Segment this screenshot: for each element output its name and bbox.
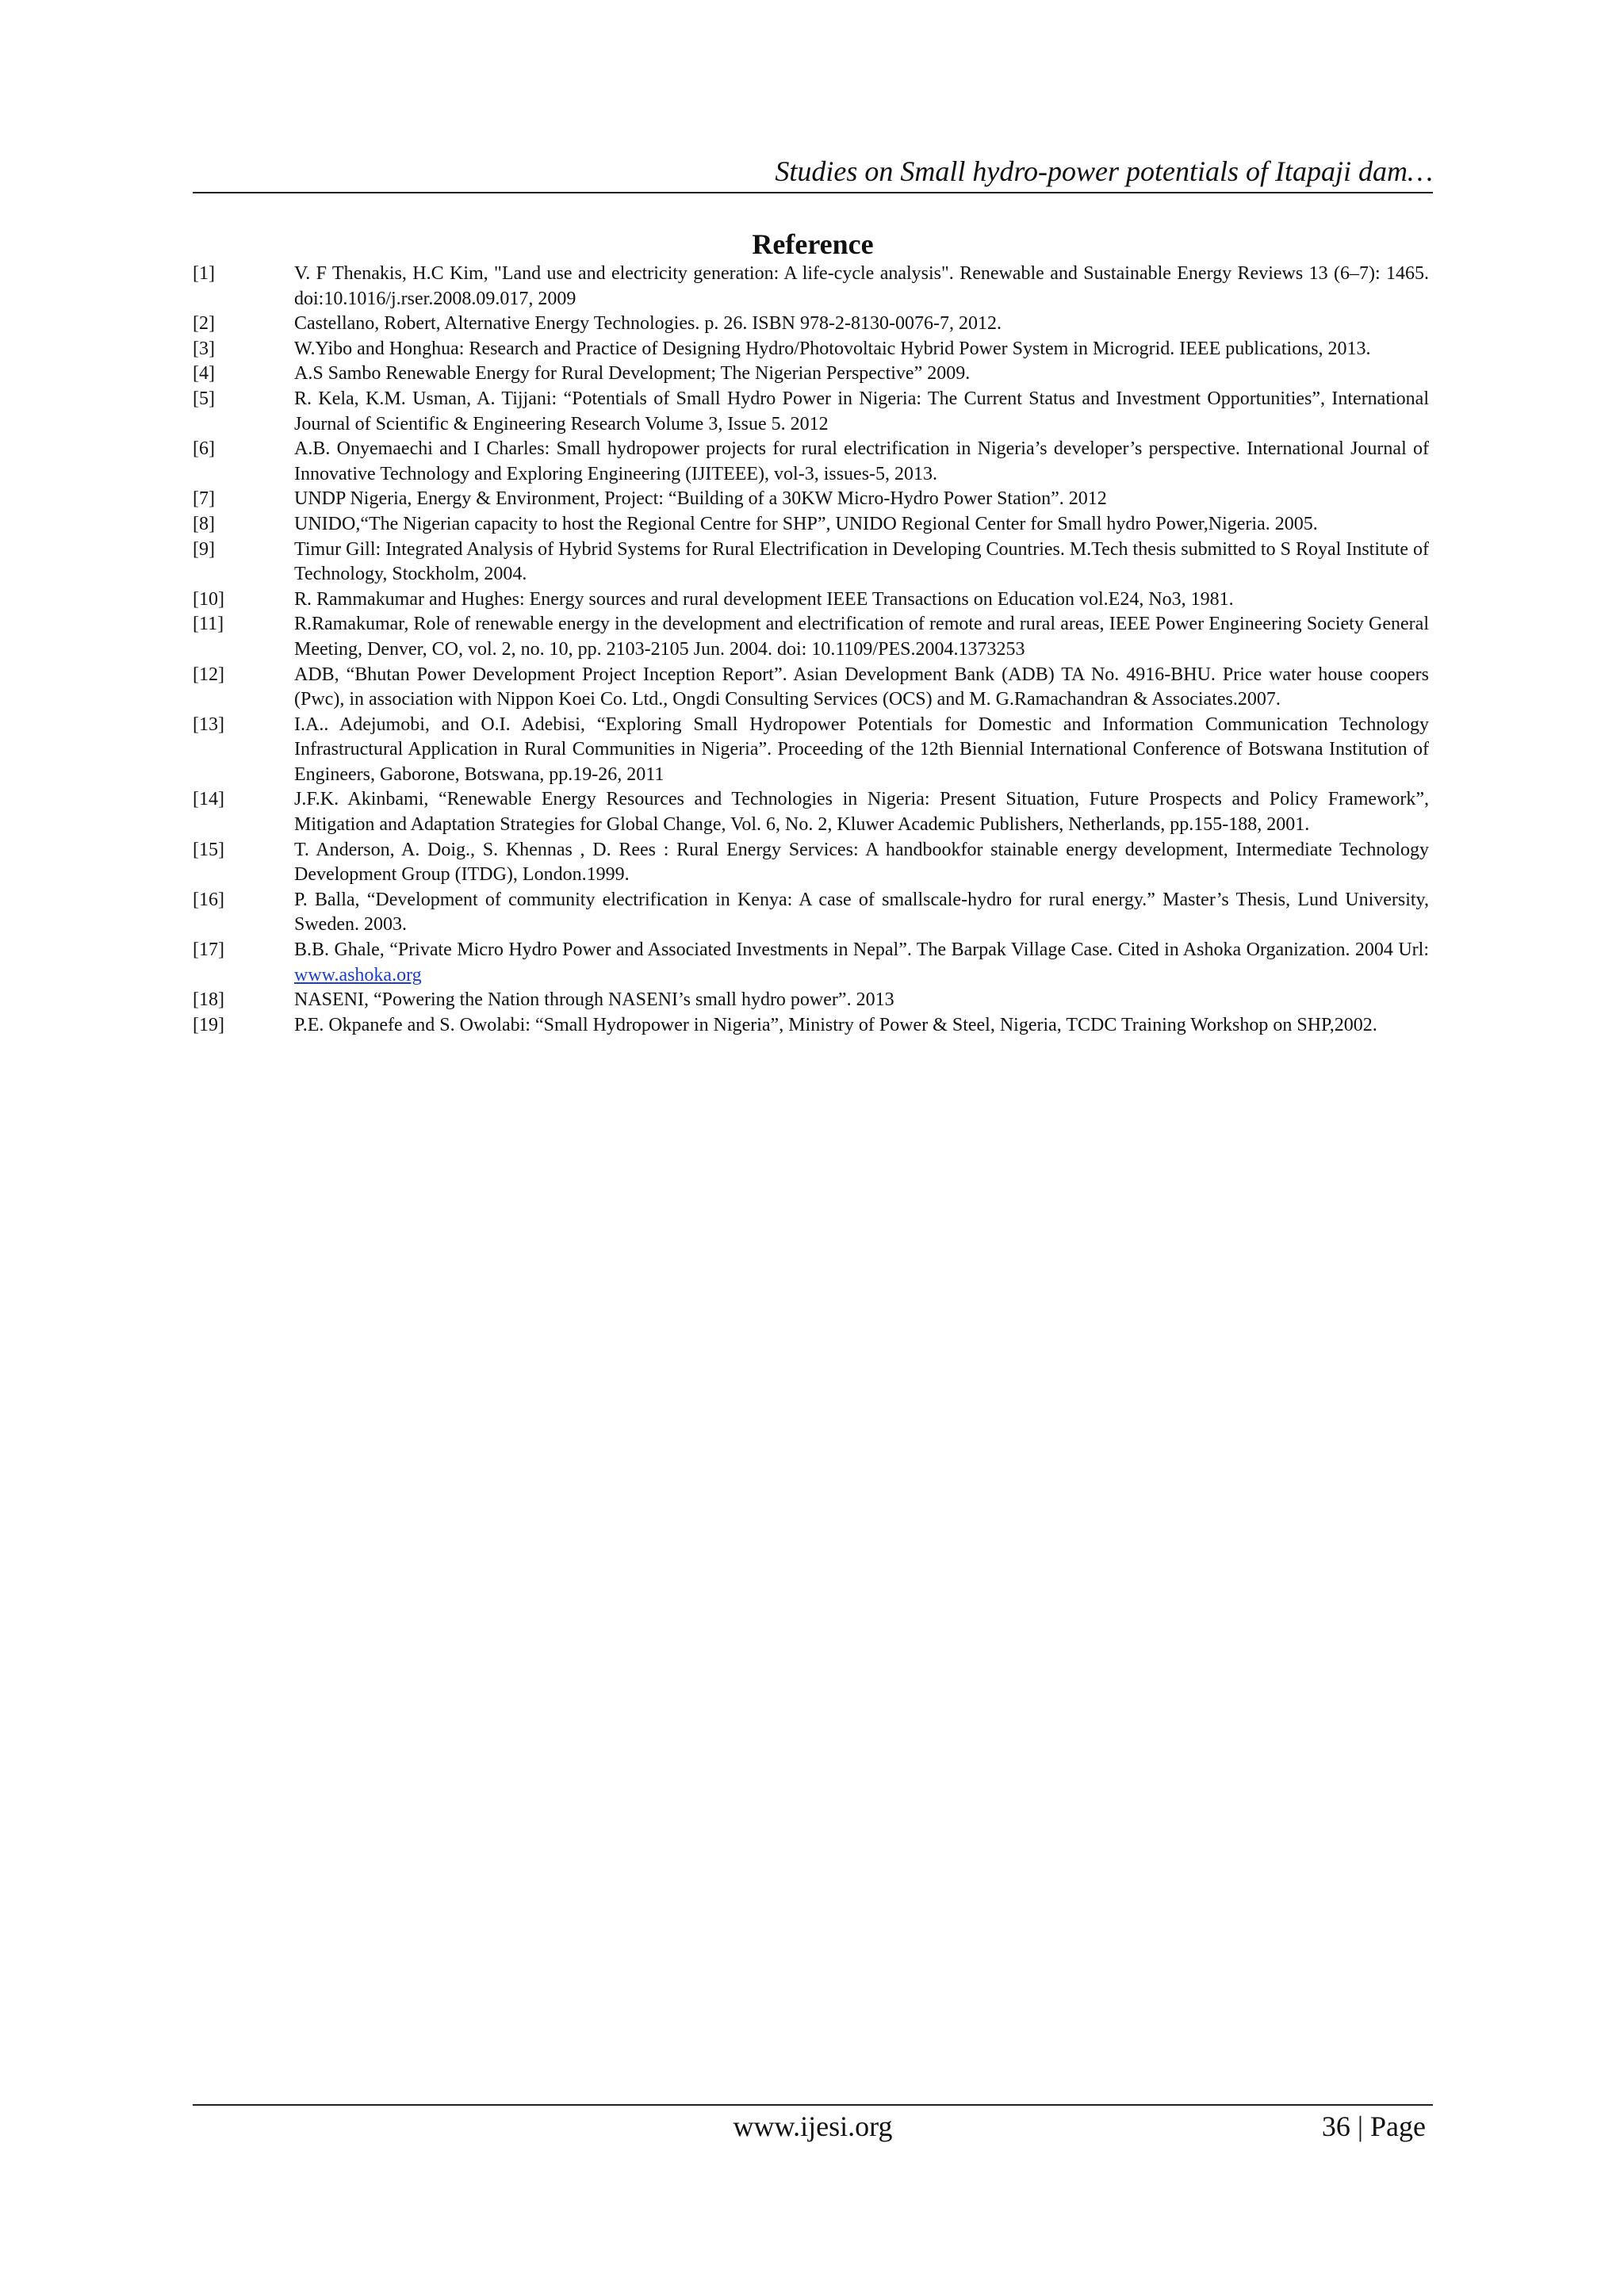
reference-body: NASENI, “Powering the Nation through NASENI’s small hydro power”. 2013 [294,989,894,1011]
reference-number: [7] [193,488,215,510]
reference-body: A.S Sambo Renewable Energy for Rural Development; The Nigerian Perspective” 2009. [294,363,971,385]
reference-text [294,362,1429,387]
reference-body: J.F.K. Akinbami, “Renewable Energy Resources and Technologies in Nigeria: Present Situation, Future Prospects and Policy Framework”, Mitigation and Adaptation Strategies for Global Change, Vol. 6, No. 2, Kluwer Academic Publishers, Netherlands, pp.155-188, 2001. [294,789,1429,836]
reference-text [294,663,1429,713]
reference-list [193,262,1429,1038]
reference-text [294,612,1429,662]
reference-number: [18] [193,989,224,1011]
reference-body: P.E. Okpanefe and S. Owolabi: “Small Hydropower in Nigeria”, Ministry of Power & Steel, Nigeria, TCDC Training Workshop on SHP,2002. [294,1014,1377,1035]
reference-url-link[interactable]: www.ashoka.org [294,964,422,985]
reference-body: I.A.. Adejumobi, and O.I. Adebisi, “Exploring Small Hydropower Potentials for Domestic and Information Communication Technology Infrastructural Application in Rural Communities in Nigeria”. Proceeding of the 12th Biennial International Conference of Botswana Institution of Engineers, Gaborone, Botswana, pp.19-26, 2011 [294,714,1429,785]
reference-item [193,512,1429,538]
reference-text [294,337,1429,362]
footer-page-number: 36 | Page [1321,2110,1426,2142]
reference-text [294,713,1429,788]
reference-body: V. F Thenakis, H.C Kim, "Land use and electricity generation: A life-cycle analysis". Renewable and Sustainable Energy Reviews 13 (6–7): 1465. doi:10.1016/j.rser.2008.09.017, 2009 [294,263,1429,309]
reference-text [294,487,1429,512]
reference-body: R. Kela, K.M. Usman, A. Tijjani: “Potentials of Small Hydro Power in Nigeria: The Current Status and Investment Opportunities”, International Journal of Scientific & Engineering Research Volume 3, Issue 5. 2012 [294,388,1429,434]
reference-item [193,312,1429,337]
reference-item [193,938,1429,988]
reference-item [193,262,1429,312]
reference-text [294,838,1429,888]
reference-item [193,838,1429,888]
header-rule [193,192,1433,193]
reference-item [193,988,1429,1013]
reference-text [294,262,1429,312]
reference-item [193,362,1429,387]
footer-site: www.ijesi.org [733,2110,893,2142]
reference-body: UNIDO,“The Nigerian capacity to host the Regional Centre for SHP”, UNIDO Regional Center for Small hydro Power,Nigeria. 2005. [294,513,1318,534]
reference-body: T. Anderson, A. Doig., S. Khennas , D. Rees : Rural Energy Services: A handbookfor stainable energy development, Intermediate Technology Development Group (ITDG), London.1999. [294,839,1429,886]
reference-body: W.Yibo and Honghua: Research and Practice of Designing Hydro/Photovoltaic Hybrid Power System in Microgrid. IEEE publications, 2013. [294,338,1371,359]
reference-body: R.Ramakumar, Role of renewable energy in the development and electrification of remote and rural areas, IEEE Power Engineering Society General Meeting, Denver, CO, vol. 2, no. 10, pp. 2103-2105 Jun. 2004. doi: 10.1109/PES.2004.1373253 [294,614,1429,660]
reference-item [193,587,1429,613]
reference-item [193,437,1429,487]
reference-number: [12] [193,664,224,685]
reference-section-title: Reference [752,228,874,260]
reference-body: Castellano, Robert, Alternative Energy Technologies. p. 26. ISBN 978-2-8130-0076-7, 2012. [294,313,1002,335]
reference-text [294,888,1429,938]
reference-item [193,538,1429,587]
reference-body: R. Rammakumar and Hughes: Energy sources and rural development IEEE Transactions on Education vol.E24, No3, 1981. [294,588,1234,610]
reference-number: [8] [193,513,215,534]
reference-text [294,437,1429,487]
reference-item [193,487,1429,512]
reference-number: [9] [193,538,215,560]
reference-body: Timur Gill: Integrated Analysis of Hybrid Systems for Rural Electrification in Developing Countries. M.Tech thesis submitted to S Royal Institute of Technology, Stockholm, 2004. [294,538,1429,585]
reference-number: [16] [193,889,224,910]
reference-item [193,787,1429,837]
reference-number: [6] [193,438,215,460]
running-header-title: Studies on Small hydro-power potentials of Itapaji dam… [775,155,1433,187]
reference-text [294,387,1429,437]
reference-item [193,888,1429,938]
reference-number: [4] [193,363,215,385]
reference-item [193,612,1429,662]
reference-text [294,512,1429,538]
reference-item [193,387,1429,437]
reference-item [193,1013,1429,1039]
reference-text [294,1013,1429,1039]
reference-text [294,787,1429,837]
reference-text [294,988,1429,1013]
reference-number: [1] [193,263,215,284]
reference-body: ADB, “Bhutan Power Development Project Inception Report”. Asian Development Bank (ADB) TA No. 4916-BHU. Price water house coopers (Pwc), in association with Nippon Koei Co. Ltd., Ongdi Consulting Services (OCS) and M. G.Ramachandran & Associates.2007. [294,664,1429,710]
reference-number: [11] [193,614,224,635]
reference-text [294,538,1429,587]
reference-number: [13] [193,714,224,735]
reference-text [294,587,1429,613]
reference-number: [2] [193,313,215,335]
footer-rule [193,2104,1433,2106]
reference-text [294,312,1429,337]
reference-item [193,663,1429,713]
reference-item [193,713,1429,788]
reference-number: [19] [193,1014,224,1035]
reference-number: [14] [193,789,224,810]
reference-body: UNDP Nigeria, Energy & Environment, Project: “Building of a 30KW Micro-Hydro Power Station”. 2012 [294,488,1107,510]
reference-number: [10] [193,588,224,610]
reference-text [294,938,1429,988]
reference-body: P. Balla, “Development of community electrification in Kenya: A case of smallscale-hydro for rural energy.” Master’s Thesis, Lund University, Sweden. 2003. [294,889,1429,936]
reference-number: [3] [193,338,215,359]
reference-number: [17] [193,939,224,961]
reference-body: B.B. Ghale, “Private Micro Hydro Power and Associated Investments in Nepal”. The Barpak Village Case. Cited in Ashoka Organization. 2004 Url: [294,939,1429,961]
reference-number: [15] [193,839,224,860]
reference-number: [5] [193,388,215,409]
reference-body: A.B. Onyemaechi and I Charles: Small hydropower projects for rural electrification in Nigeria’s developer’s perspective. International Journal of Innovative Technology and Exploring Engineering (IJITEEE), vol-3, issues-5, 2013. [294,438,1429,484]
reference-item [193,337,1429,362]
